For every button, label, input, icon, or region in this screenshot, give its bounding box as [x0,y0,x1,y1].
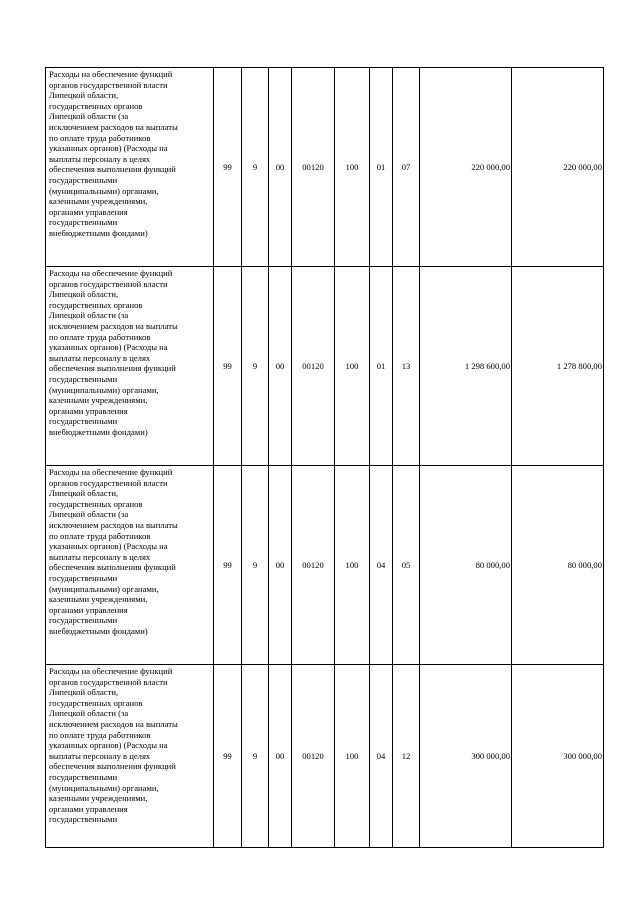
amount-1: 80 000,00 [420,466,512,665]
table-row [46,466,604,665]
code-section: 04 [370,665,393,848]
budget-table [45,67,604,848]
code-direction: 00120 [292,68,335,267]
amount-2: 220 000,00 [512,68,604,267]
expense-description: Расходы на обеспечение функций органов государственной власти Липецкой области, государственных органов Липецкой области (за исключением расходов на выплаты по оплате труда работников указанных органов) (Расходы на выплаты персоналу в целях обеспечения выполнения функций государственными (муниципальными) органами, казенными учреждениями, органами управления государственными внебюджетными фондами) [46,466,214,665]
table-row [46,665,604,848]
code-section: 01 [370,68,393,267]
code-expense-type: 100 [335,68,370,267]
amount-1: 220 000,00 [420,68,512,267]
code-subprogram: 9 [242,267,269,466]
code-subsection: 13 [393,267,420,466]
code-subprogram: 9 [242,466,269,665]
code-section: 01 [370,267,393,466]
code-program: 99 [214,466,242,665]
code-subsection: 12 [393,665,420,848]
amount-1: 1 298 600,00 [420,267,512,466]
code-direction: 00120 [292,466,335,665]
expense-description: Расходы на обеспечение функций органов государственной власти Липецкой области, государственных органов Липецкой области (за исключением расходов на выплаты по оплате труда работников указанных органов) (Расходы на выплаты персоналу в целях обеспечения выполнения функций государственными (муниципальными) органами, казенными учреждениями, органами управления государственными [46,665,214,848]
code-expense-type: 100 [335,665,370,848]
code-subsection: 05 [393,466,420,665]
code-main-event: 00 [269,68,292,267]
amount-2: 300 000,00 [512,665,604,848]
code-main-event: 00 [269,267,292,466]
expense-description: Расходы на обеспечение функций органов государственной власти Липецкой области, государственных органов Липецкой области (за исключением расходов на выплаты по оплате труда работников указанных органов) (Расходы на выплаты персоналу в целях обеспечения выполнения функций государственными (муниципальными) органами, казенными учреждениями, органами управления государственными внебюджетными фондами) [46,267,214,466]
code-expense-type: 100 [335,267,370,466]
code-subprogram: 9 [242,665,269,848]
code-expense-type: 100 [335,466,370,665]
code-main-event: 00 [269,466,292,665]
code-main-event: 00 [269,665,292,848]
code-program: 99 [214,665,242,848]
code-subsection: 07 [393,68,420,267]
code-program: 99 [214,267,242,466]
code-subprogram: 9 [242,68,269,267]
amount-2: 1 278 800,00 [512,267,604,466]
code-program: 99 [214,68,242,267]
amount-1: 300 000,00 [420,665,512,848]
expense-description: Расходы на обеспечение функций органов государственной власти Липецкой области, государственных органов Липецкой области (за исключением расходов на выплаты по оплате труда работников указанных органов) (Расходы на выплаты персоналу в целях обеспечения выполнения функций государственными (муниципальными) органами, казенными учреждениями, органами управления государственными внебюджетными фондами) [46,68,214,267]
table-row [46,267,604,466]
amount-2: 80 000,00 [512,466,604,665]
code-section: 04 [370,466,393,665]
code-direction: 00120 [292,665,335,848]
table-row [46,68,604,267]
code-direction: 00120 [292,267,335,466]
